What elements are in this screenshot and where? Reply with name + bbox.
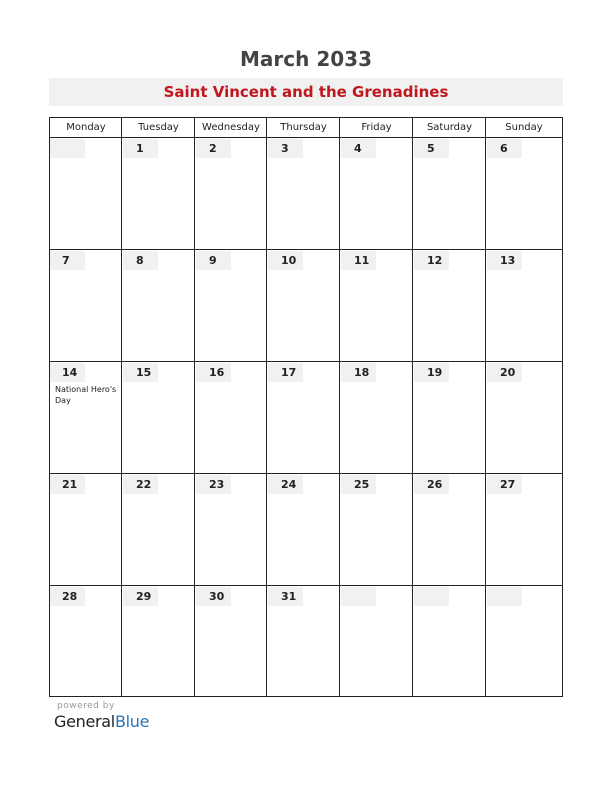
day-cell[interactable]: [340, 250, 413, 362]
week-row: [50, 138, 562, 250]
day-cell[interactable]: [340, 586, 413, 698]
day-number: 5: [414, 139, 449, 158]
day-number: 24: [268, 475, 303, 494]
day-cell[interactable]: [340, 362, 413, 474]
day-number: 22: [123, 475, 158, 494]
day-cell[interactable]: [122, 474, 195, 586]
day-cell[interactable]: [413, 138, 486, 250]
day-number: 11: [341, 251, 376, 270]
day-cell[interactable]: [50, 250, 122, 362]
day-number: 23: [196, 475, 231, 494]
day-cell[interactable]: [340, 138, 413, 250]
day-number: 16: [196, 363, 231, 382]
day-number: 29: [123, 587, 158, 606]
weekday-header-saturday: Saturday: [426, 122, 473, 133]
day-cell[interactable]: [413, 474, 486, 586]
day-number: 1: [123, 139, 158, 158]
day-number: 12: [414, 251, 449, 270]
day-number: 17: [268, 363, 303, 382]
day-cell[interactable]: [122, 138, 195, 250]
brand-part-blue: Blue: [114, 712, 150, 731]
day-cell[interactable]: [267, 474, 340, 586]
day-cell[interactable]: [195, 250, 267, 362]
day-number: 28: [50, 587, 85, 606]
week-row: [50, 586, 562, 698]
day-number: 25: [341, 475, 376, 494]
day-cell[interactable]: [340, 474, 413, 586]
day-cell[interactable]: [413, 362, 486, 474]
calendar-title: March 2033: [240, 47, 372, 71]
day-cell[interactable]: [486, 474, 562, 586]
day-cell[interactable]: [50, 474, 122, 586]
day-number: [341, 587, 376, 606]
brand-part-general: General: [54, 712, 115, 731]
day-cell[interactable]: [122, 362, 195, 474]
weekday-header-monday: Monday: [66, 122, 106, 133]
day-number: 20: [487, 363, 522, 382]
generalblue-logo[interactable]: [54, 712, 149, 731]
day-number: 8: [123, 251, 158, 270]
day-cell[interactable]: [122, 586, 195, 698]
day-cell[interactable]: [195, 362, 267, 474]
day-number: [414, 587, 449, 606]
day-cell[interactable]: [195, 138, 267, 250]
day-number: 10: [268, 251, 303, 270]
day-number: 2: [196, 139, 231, 158]
day-number: 6: [487, 139, 522, 158]
day-cell[interactable]: [267, 138, 340, 250]
day-cell[interactable]: [413, 250, 486, 362]
week-row: [50, 474, 562, 586]
day-number: 26: [414, 475, 449, 494]
weekday-header-sunday: Sunday: [505, 122, 543, 133]
day-cell[interactable]: [486, 586, 562, 698]
day-number: 4: [341, 139, 376, 158]
day-cell[interactable]: [267, 250, 340, 362]
day-number: 14: [50, 363, 85, 382]
weekday-header-wednesday: Wednesday: [202, 122, 260, 133]
weekday-header-tuesday: Tuesday: [138, 122, 179, 133]
day-number: 13: [487, 251, 522, 270]
day-number: 15: [123, 363, 158, 382]
day-cell[interactable]: [486, 362, 562, 474]
week-row: [50, 362, 562, 474]
day-number: 18: [341, 363, 376, 382]
day-number: [487, 587, 522, 606]
day-number: [50, 139, 85, 158]
day-cell[interactable]: [50, 586, 122, 698]
day-number: 30: [196, 587, 231, 606]
day-cell[interactable]: [267, 586, 340, 698]
day-cell[interactable]: [195, 586, 267, 698]
day-cell[interactable]: [486, 250, 562, 362]
day-number: 27: [487, 475, 522, 494]
weekday-header-thursday: Thursday: [280, 122, 327, 133]
day-cell[interactable]: [195, 474, 267, 586]
day-number: 7: [50, 251, 85, 270]
day-number: 9: [196, 251, 231, 270]
day-number: 31: [268, 587, 303, 606]
day-number: 19: [414, 363, 449, 382]
calendar-grid: [49, 117, 563, 697]
holiday-label: National Hero's Day: [55, 385, 117, 405]
day-cell[interactable]: [486, 138, 562, 250]
day-cell[interactable]: [413, 586, 486, 698]
day-number: 3: [268, 139, 303, 158]
country-banner: Saint Vincent and the Grenadines: [49, 78, 563, 106]
day-cell[interactable]: [50, 362, 122, 474]
day-cell[interactable]: [50, 138, 122, 250]
day-cell[interactable]: [267, 362, 340, 474]
week-row: [50, 250, 562, 362]
day-cell[interactable]: [122, 250, 195, 362]
day-number: 21: [50, 475, 85, 494]
powered-by-label: powered by: [57, 701, 115, 711]
weekday-header-friday: Friday: [361, 122, 392, 133]
